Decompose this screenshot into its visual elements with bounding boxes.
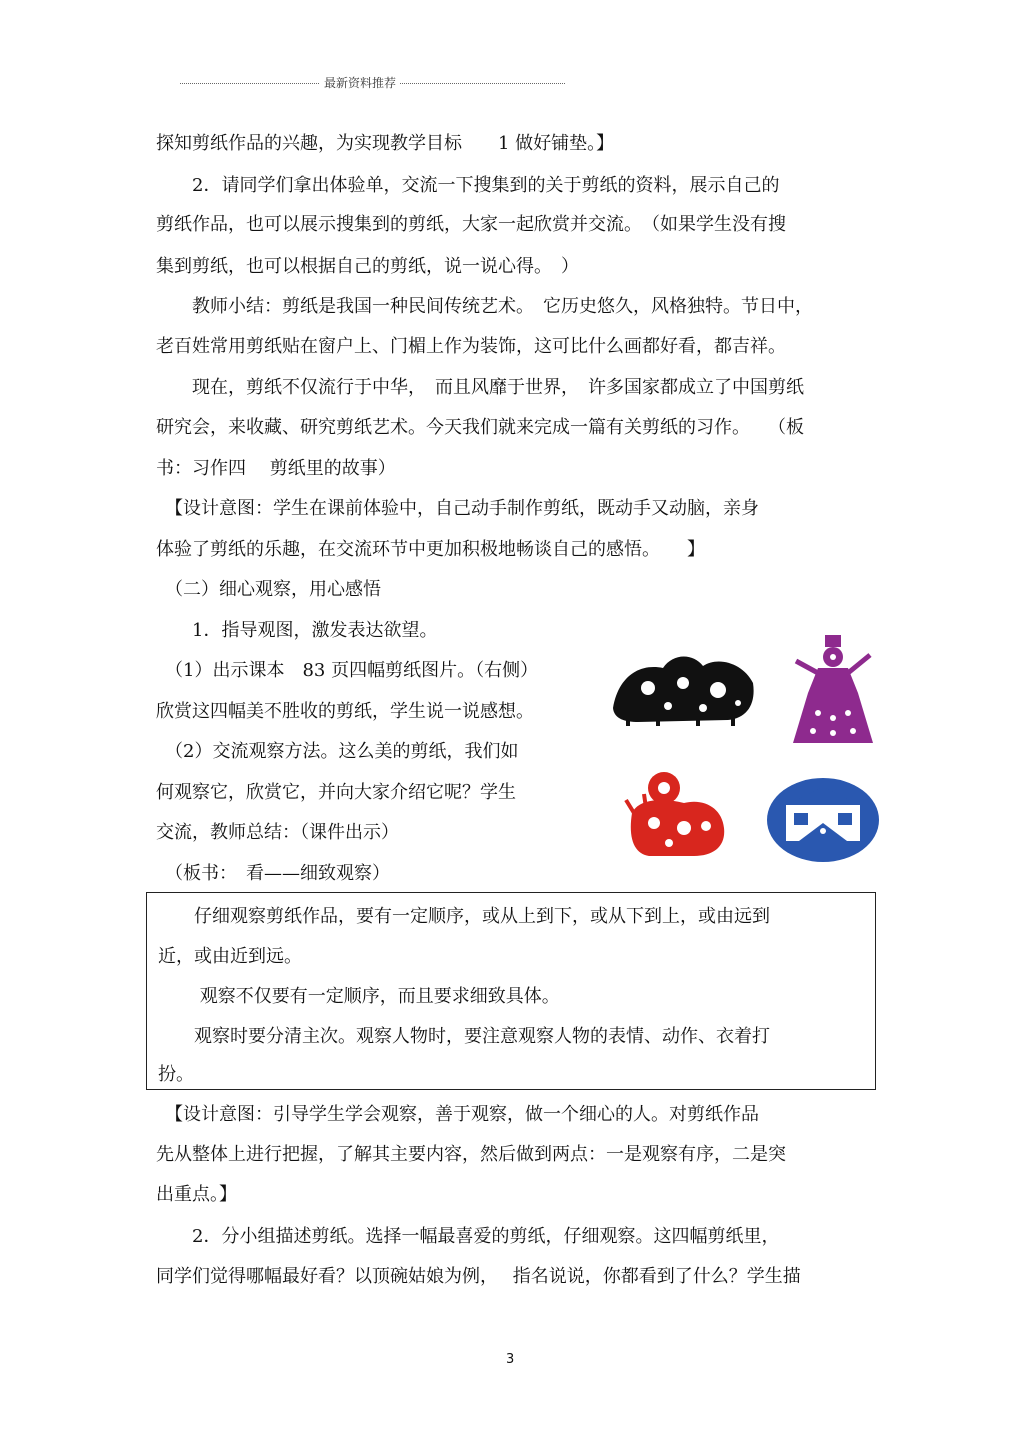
paragraph-line: （1）出示课本 83 页四幅剪纸图片。（右侧） (156, 660, 539, 681)
paragraph-line: 书：习作四 剪纸里的故事） (156, 458, 396, 479)
paragraph-line: 老百姓常用剪纸贴在窗户上、门楣上作为装饰，这可比什么画都好看，都吉祥。 (156, 336, 786, 357)
paragraph-line: 现在，剪纸不仅流行于中华， 而且风靡于世界， 许多国家都成立了中国剪纸 (156, 377, 804, 398)
paragraph-line: 2．分小组描述剪纸。选择一幅最喜爱的剪纸，仔细观察。这四幅剪纸里， (156, 1226, 780, 1247)
section-heading: （二）细心观察，用心感悟 (156, 579, 381, 600)
paragraph-line: 欣赏这四幅美不胜收的剪纸，学生说一说感想。 (156, 701, 534, 722)
papercut-bowl-girl-image (788, 633, 878, 748)
header-text: 最新资料推荐 (320, 74, 400, 92)
box-line: 仔细观察剪纸作品，要有一定顺序，或从上到下，或从下到上，或由远到 (158, 906, 770, 927)
paragraph-line: 同学们觉得哪幅最好看？以顶碗姑娘为例， 指名说说，你都看到了什么？学生描 (156, 1266, 801, 1287)
paragraph-line: 交流，教师总结：（课件出示） (156, 822, 399, 843)
papercut-house-image (764, 775, 882, 863)
page-number: 3 (506, 1352, 515, 1367)
paragraph-line: 体验了剪纸的乐趣，在交流环节中更加积极地畅谈自己的感悟。 】 (156, 539, 705, 560)
paragraph-line: 【设计意图：引导学生学会观察，善于观察，做一个细心的人。对剪纸作品 (156, 1104, 759, 1125)
box-line: 观察时要分清主次。观察人物时，要注意观察人物的表情、动作、衣着打 (158, 1026, 770, 1047)
box-line: 扮。 (158, 1064, 194, 1085)
page-header (180, 74, 565, 92)
paragraph-line: 出重点。】 (156, 1184, 237, 1205)
box-line: 观察不仅要有一定顺序，而且要求细致具体。 (158, 986, 560, 1007)
paragraph-line: 教师小结：剪纸是我国一种民间传统艺术。 它历史悠久，风格独特。节日中， (156, 296, 813, 317)
paragraph-line: 集到剪纸，也可以根据自己的剪纸，说一说心得。 ） (156, 256, 579, 277)
paragraph-line: 何观察它，欣赏它，并向大家介绍它呢？学生 (156, 782, 516, 803)
paragraph-line: 探知剪纸作品的兴趣，为实现教学目标 1 做好铺垫。】 (156, 133, 615, 154)
papercut-ox-image (624, 768, 729, 860)
box-line: 近，或由近到远。 (158, 946, 302, 967)
paragraph-line: （2）交流观察方法。这么美的剪纸，我们如 (156, 741, 519, 762)
paragraph-line: 先从整体上进行把握，了解其主要内容，然后做到两点：一是观察有序，二是突 (156, 1144, 786, 1165)
paragraph-line: 研究会，来收藏、研究剪纸艺术。今天我们就来完成一篇有关剪纸的习作。 （板 (156, 417, 804, 438)
paragraph-line: （板书： 看——细致观察） (156, 863, 390, 884)
paragraph-line: 1．指导观图，激发表达欲望。 (156, 620, 438, 641)
paragraph-line: 剪纸作品，也可以展示搜集到的剪纸，大家一起欣赏并交流。 （如果学生没有搜 (156, 214, 786, 235)
papercut-animals-image (608, 648, 758, 728)
paragraph-line: 【设计意图：学生在课前体验中，自己动手制作剪纸，既动手又动脑，亲身 (156, 498, 759, 519)
paragraph-line: 2．请同学们拿出体验单，交流一下搜集到的关于剪纸的资料，展示自己的 (156, 175, 780, 196)
